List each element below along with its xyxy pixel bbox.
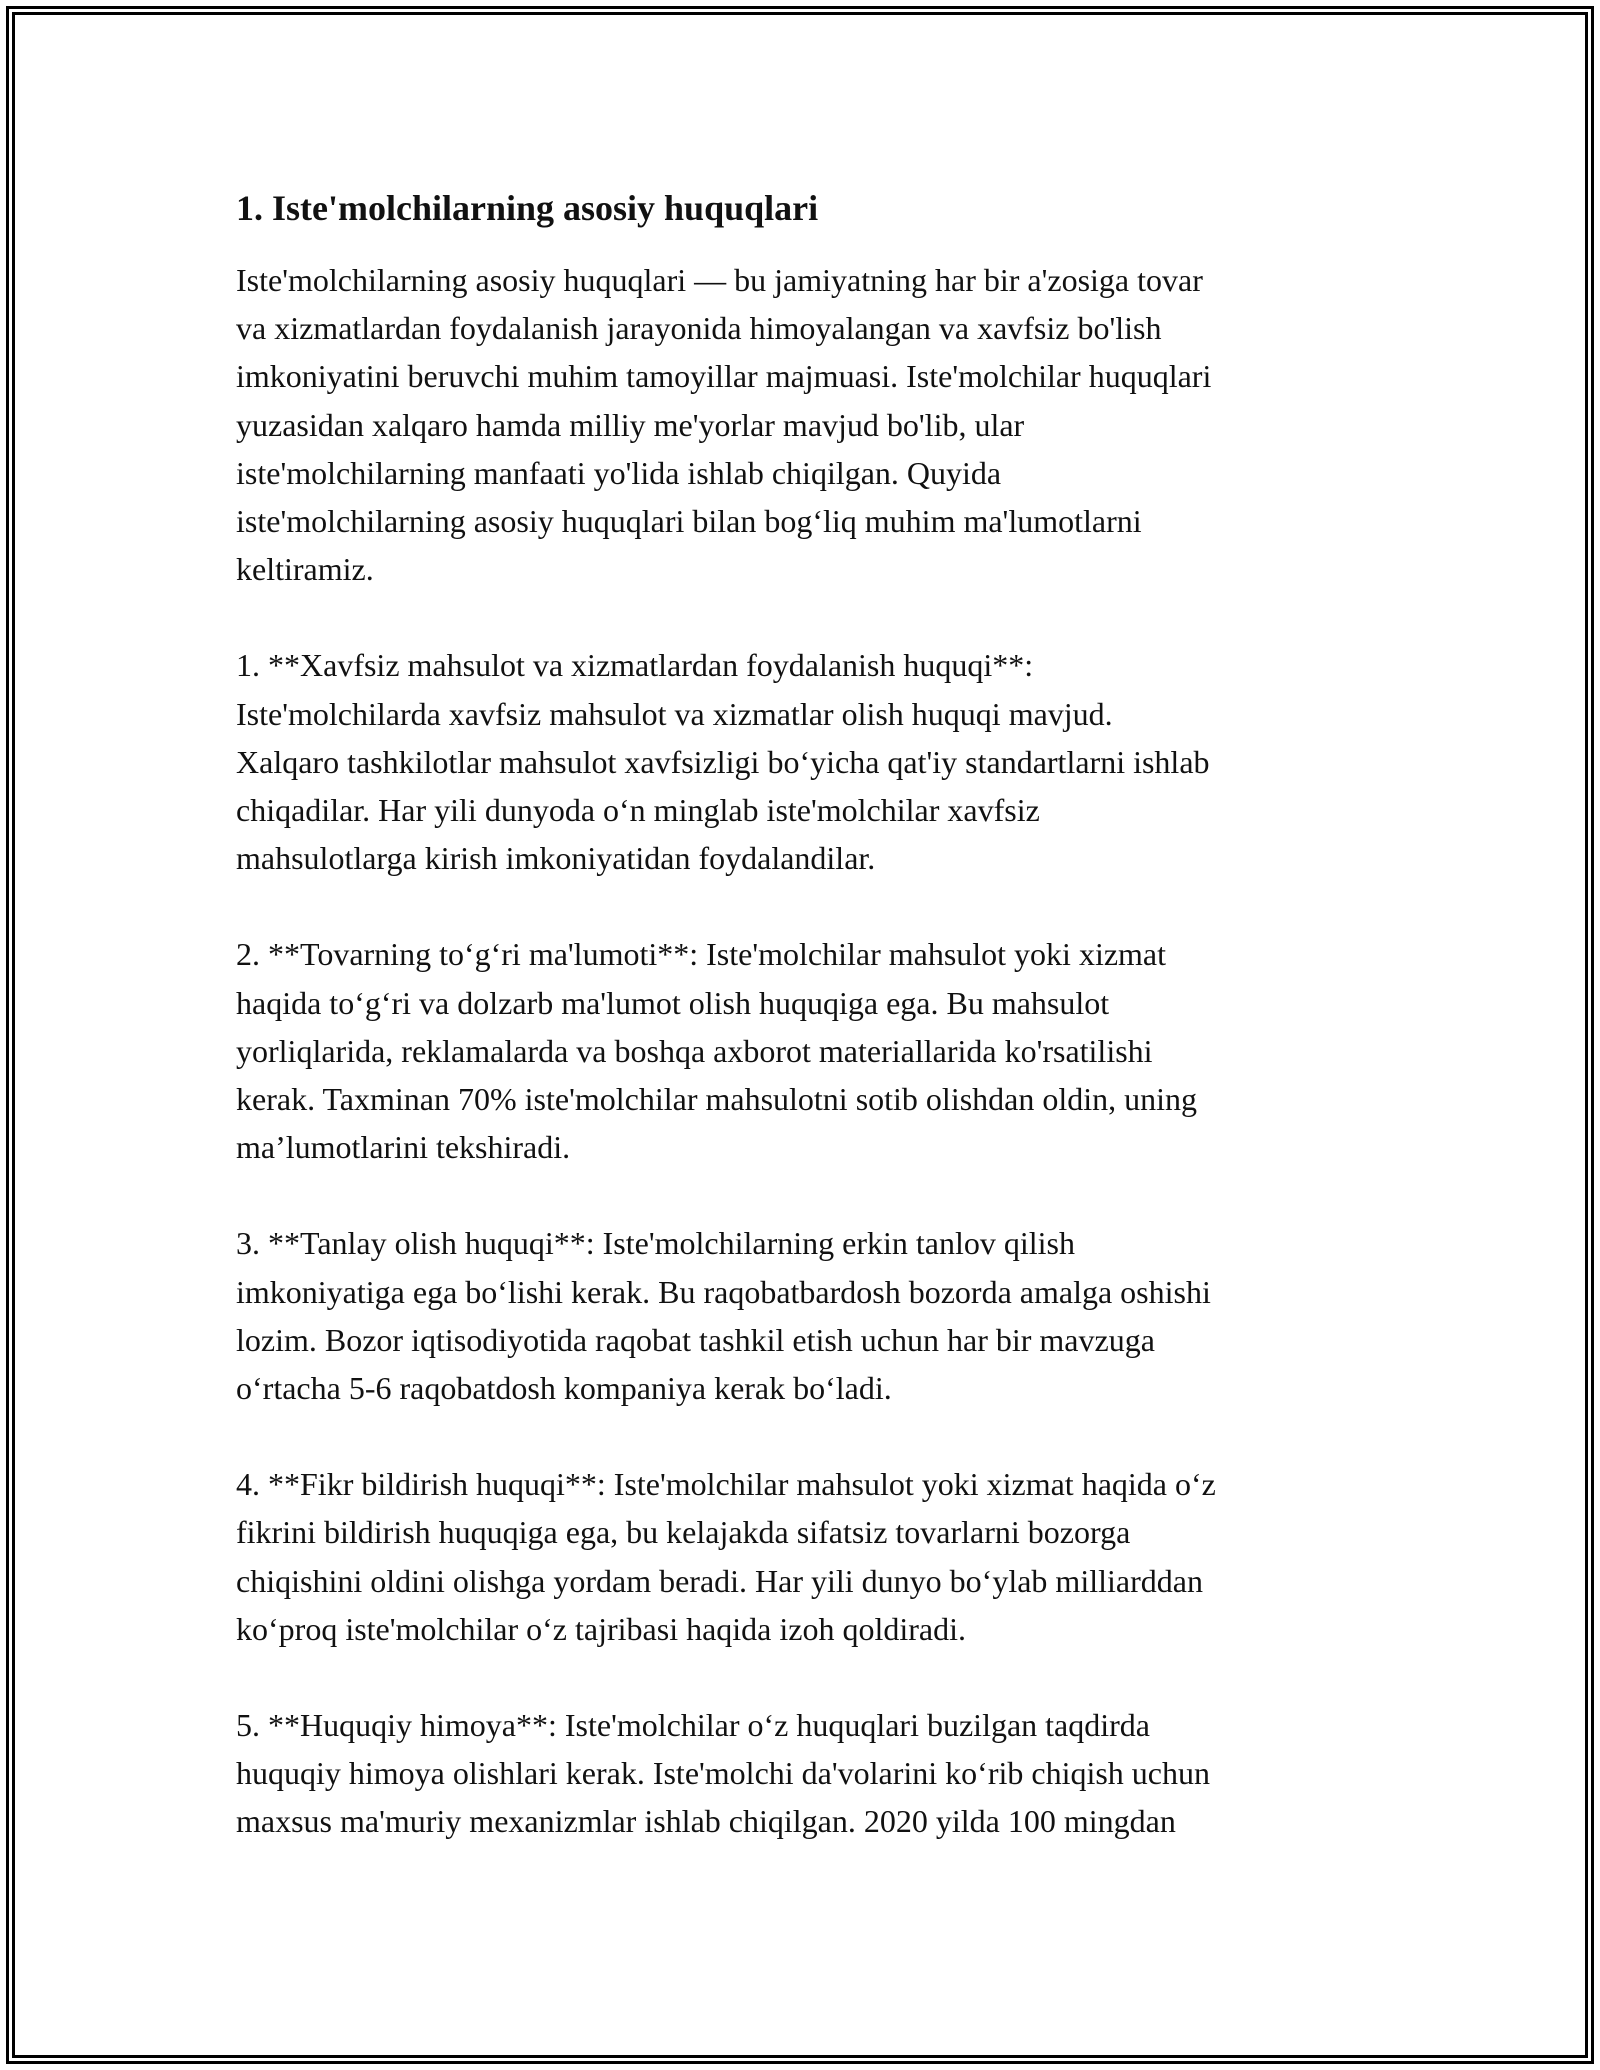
document-body xyxy=(236,186,1376,1894)
right-paragraph-2 xyxy=(236,930,1376,1171)
text-line: o‘rtacha 5-6 raqobatdosh kompaniya kerak bo‘ladi. xyxy=(236,1370,892,1407)
text-line: haqida to‘g‘ri va dolzarb ma'lumot olish huquqiga ega. Bu mahsulot xyxy=(236,984,1110,1021)
text-line: iste'molchilarning manfaati yo'lida ishlab chiqilgan. Quyida xyxy=(236,454,1002,491)
text-line: mahsulotlarga kirish imkoniyatidan foydalandilar. xyxy=(236,840,876,877)
text-line: ko‘proq iste'molchilar o‘z tajribasi haqida izoh qoldiradi. xyxy=(236,1610,966,1647)
text-line: keltiramiz. xyxy=(236,551,374,588)
text-line: chiqishini oldini olishga yordam beradi. Har yili dunyo bo‘ylab milliarddan xyxy=(236,1562,1203,1599)
text-line: imkoniyatiga ega bo‘lishi kerak. Bu raqobatbardosh bozorda amalga oshishi xyxy=(236,1273,1211,1310)
intro-paragraph xyxy=(236,256,1376,593)
text-line: huquqiy himoya olishlari kerak. Iste'molchi da'volarini ko‘rib chiqish uchun xyxy=(236,1755,1210,1792)
text-line: imkoniyatini beruvchi muhim tamoyillar majmuasi. Iste'molchilar huquqlari xyxy=(236,358,1212,395)
document-title: 1. Iste'molchilarning asosiy huquqlari xyxy=(236,188,819,228)
text-line: va xizmatlardan foydalanish jarayonida himoyalangan va xavfsiz bo'lish xyxy=(236,310,1162,347)
text-line: fikrini bildirish huquqiga ega, bu kelajakda sifatsiz tovarlarni bozorga xyxy=(236,1514,1131,1551)
text-line: ma’lumotlarini tekshiradi. xyxy=(236,1129,571,1166)
right-paragraph-3 xyxy=(236,1219,1376,1412)
text-line: iste'molchilarning asosiy huquqlari bilan bog‘liq muhim ma'lumotlarni xyxy=(236,503,1142,540)
text-line: 4. **Fikr bildirish huquqi**: Iste'molchilar mahsulot yoki xizmat haqida o‘z xyxy=(236,1466,1216,1503)
text-line: Xalqaro tashkilotlar mahsulot xavfsizligi bo‘yicha qat'iy standartlarni ishlab xyxy=(236,743,1210,780)
text-line: Iste'molchilarning asosiy huquqlari — bu jamiyatning har bir a'zosiga tovar xyxy=(236,262,1203,298)
text-line: Iste'molchilarda xavfsiz mahsulot va xizmatlar olish huquqi mavjud. xyxy=(236,695,1113,732)
text-line: yorliqlarida, reklamalarda va boshqa axborot materiallarida ko'rsatilishi xyxy=(236,1032,1153,1069)
text-line: 3. **Tanlay olish huquqi**: Iste'molchilarning erkin tanlov qilish xyxy=(236,1225,1075,1262)
text-line: kerak. Taxminan 70% iste'molchilar mahsulotni sotib olishdan oldin, uning xyxy=(236,1081,1198,1118)
text-line: 1. **Xavfsiz mahsulot va xizmatlardan foydalanish huquqi**: xyxy=(236,647,1034,684)
right-paragraph-4 xyxy=(236,1460,1376,1653)
text-line: 5. **Huquqiy himoya**: Iste'molchilar o‘z huquqlari buzilgan taqdirda xyxy=(236,1707,1150,1744)
text-line: yuzasidan xalqaro hamda milliy me'yorlar mavjud bo'lib, ular xyxy=(236,406,1025,443)
text-line: maxsus ma'muriy mexanizmlar ishlab chiqilgan. 2020 yilda 100 mingdan xyxy=(236,1803,1176,1840)
right-paragraph-1 xyxy=(236,641,1376,882)
text-line: lozim. Bozor iqtisodiyotida raqobat tashkil etish uchun har bir mavzuga xyxy=(236,1321,1155,1358)
right-paragraph-5 xyxy=(236,1701,1376,1846)
text-line: chiqadilar. Har yili dunyoda o‘n minglab iste'molchilar xavfsiz xyxy=(236,792,1040,829)
text-line: 2. **Tovarning to‘g‘ri ma'lumoti**: Iste'molchilar mahsulot yoki xizmat xyxy=(236,936,1167,973)
